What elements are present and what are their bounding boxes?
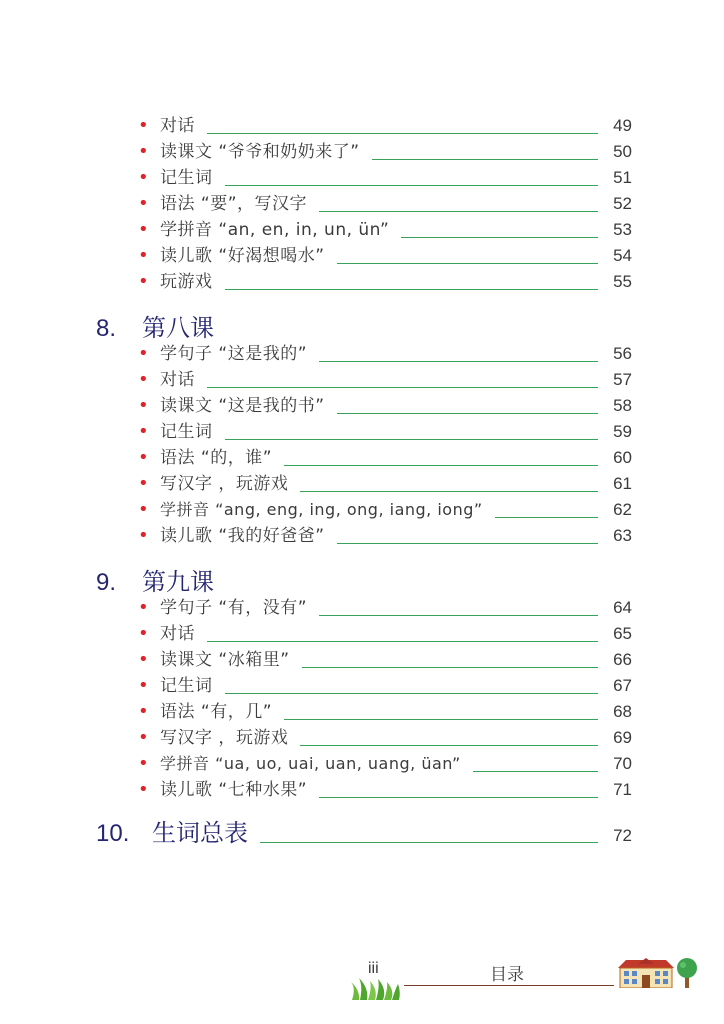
toc-entry[interactable]	[138, 340, 632, 364]
toc-entry-label: 读课文 “爷爷和奶奶来了”	[160, 142, 360, 162]
toc-entry-page: 67	[613, 676, 632, 695]
toc-entry[interactable]	[138, 444, 632, 468]
leader-line	[225, 439, 599, 440]
toc-entry[interactable]	[138, 646, 632, 670]
toc-entry[interactable]	[138, 470, 632, 494]
toc-entry[interactable]	[138, 620, 632, 644]
toc-entry-page: 66	[613, 650, 632, 669]
toc-entry-page: 52	[613, 194, 632, 213]
toc-entry-label: 对话	[160, 370, 195, 390]
toc-entry[interactable]	[138, 672, 632, 696]
toc-entry-label: 写汉字 ，玩游戏	[160, 728, 289, 748]
bullet-icon: •	[138, 395, 149, 416]
toc-entry-page: 71	[613, 780, 632, 799]
bullet-icon: •	[138, 753, 149, 774]
toc-entry-label: 记生词	[160, 676, 213, 696]
toc-entry[interactable]	[138, 366, 632, 390]
bullet-icon: •	[138, 473, 149, 494]
bullet-icon: •	[138, 421, 149, 442]
toc-entry-label: 语法 “有，几”	[160, 702, 273, 722]
toc-entry-label: 写汉字 ，玩游戏	[160, 474, 289, 494]
toc-entry-page: 69	[613, 728, 632, 747]
school-building-icon	[618, 958, 674, 988]
toc-entry[interactable]	[138, 190, 632, 214]
bullet-icon: •	[138, 447, 149, 468]
bullet-icon: •	[138, 141, 149, 162]
lesson-10-entry[interactable]	[96, 818, 632, 848]
leader-line	[207, 387, 598, 388]
bullet-icon: •	[138, 701, 149, 722]
toc-entry-label: 学句子 “有，没有”	[160, 598, 308, 618]
bullet-icon: •	[138, 597, 149, 618]
footer-title: 目录	[490, 965, 524, 985]
page-number: iii	[368, 960, 379, 977]
toc-entry-label: 读儿歌 “七种水果”	[160, 780, 308, 800]
toc-entry-label: 语法 “的，谁”	[160, 448, 273, 468]
leader-line	[319, 361, 598, 362]
toc-entry-label: 读课文 “这是我的书”	[160, 396, 325, 416]
toc-entry[interactable]	[138, 164, 632, 188]
bullet-icon: •	[138, 115, 149, 136]
toc-entry-page: 65	[613, 624, 632, 643]
lesson-9-heading[interactable]	[96, 562, 214, 597]
lesson-number: 8.	[96, 315, 117, 342]
toc-entry-page: 60	[613, 448, 632, 467]
toc-entry-label: 记生词	[160, 422, 213, 442]
toc-entry[interactable]	[138, 776, 632, 800]
toc-entry-page: 62	[613, 500, 632, 519]
leader-line	[337, 413, 598, 414]
grass-icon	[350, 978, 402, 1000]
toc-entry-page: 70	[613, 754, 632, 773]
toc-entry-label: 读课文 “冰箱里”	[160, 650, 290, 670]
toc-entry-label: 玩游戏	[160, 272, 213, 292]
leader-line	[300, 745, 598, 746]
bullet-icon: •	[138, 779, 149, 800]
leader-line	[495, 517, 598, 518]
bullet-icon: •	[138, 675, 149, 696]
toc-entry-label: 记生词	[160, 168, 213, 188]
leader-line	[225, 289, 599, 290]
toc-entry-page: 53	[613, 220, 632, 239]
toc-entry-page: 55	[613, 272, 632, 291]
leader-line	[337, 543, 598, 544]
toc-entry-page: 54	[613, 246, 632, 265]
toc-entry[interactable]	[138, 724, 632, 748]
toc-entry-label: 学拼音 “ua, uo, uai, uan, uang, üan”	[160, 754, 461, 773]
toc-entry[interactable]	[138, 522, 632, 546]
toc-entry[interactable]	[138, 418, 632, 442]
leader-line	[207, 641, 598, 642]
toc-entry[interactable]	[138, 392, 632, 416]
leader-line	[319, 797, 598, 798]
lesson-title: 生词总表	[152, 819, 248, 847]
toc-entry-label: 学拼音 “ang, eng, ing, ong, iang, iong”	[160, 500, 483, 519]
leader-line	[401, 237, 598, 238]
toc-entry-label: 语法 “要”，写汉字	[160, 194, 308, 214]
toc-entry[interactable]	[138, 216, 632, 240]
lesson-8-heading[interactable]	[96, 308, 214, 343]
toc-entry-page: 56	[613, 344, 632, 363]
leader-line	[207, 133, 598, 134]
leader-line	[337, 263, 598, 264]
bullet-icon: •	[138, 623, 149, 644]
bullet-icon: •	[138, 193, 149, 214]
toc-entry-page: 51	[613, 168, 632, 187]
bullet-icon: •	[138, 499, 149, 520]
bullet-icon: •	[138, 167, 149, 188]
tree-icon	[675, 958, 699, 988]
toc-entry[interactable]	[138, 268, 632, 292]
toc-entry-label: 读儿歌 “我的好爸爸”	[160, 526, 325, 546]
toc-entry-page: 58	[613, 396, 632, 415]
toc-entry-label: 对话	[160, 624, 195, 644]
leader-line	[319, 211, 598, 212]
toc-entry-label: 读儿歌 “好渴想喝水”	[160, 246, 325, 266]
page-footer	[350, 958, 724, 1024]
bullet-icon: •	[138, 727, 149, 748]
toc-entry[interactable]	[138, 594, 632, 618]
toc-entry-label: 对话	[160, 116, 195, 136]
bullet-icon: •	[138, 245, 149, 266]
leader-line	[319, 615, 598, 616]
lesson-title: 第九课	[142, 568, 214, 596]
toc-entry[interactable]	[138, 750, 632, 774]
bullet-icon: •	[138, 271, 149, 292]
leader-line	[473, 771, 598, 772]
lesson-number: 9.	[96, 569, 117, 596]
toc-entry-label: 学拼音 “an, en, in, un, ün”	[160, 220, 390, 240]
leader-line	[225, 185, 599, 186]
toc-entry[interactable]	[138, 242, 632, 266]
leader-line	[300, 491, 598, 492]
toc-entry-page: 50	[613, 142, 632, 161]
leader-line	[260, 842, 598, 843]
lesson-number: 10.	[96, 820, 130, 847]
leader-line	[372, 159, 598, 160]
leader-line	[225, 693, 599, 694]
toc-entry-page: 61	[613, 474, 632, 493]
toc-entry[interactable]	[138, 698, 632, 722]
footer-line	[404, 985, 614, 986]
bullet-icon: •	[138, 649, 149, 670]
bullet-icon: •	[138, 343, 149, 364]
bullet-icon: •	[138, 219, 149, 240]
toc-entry[interactable]	[138, 138, 632, 162]
toc-entry-label: 学句子 “这是我的”	[160, 344, 308, 364]
toc-entry-page: 49	[613, 116, 632, 135]
toc-entry-page: 64	[613, 598, 632, 617]
bullet-icon: •	[138, 369, 149, 390]
leader-line	[284, 719, 598, 720]
bullet-icon: •	[138, 525, 149, 546]
toc-entry[interactable]	[138, 496, 632, 520]
toc-entry-page: 63	[613, 526, 632, 545]
lesson-title: 第八课	[142, 314, 214, 342]
toc-entry-page: 59	[613, 422, 632, 441]
toc-entry-page: 68	[613, 702, 632, 721]
toc-entry-page: 72	[613, 826, 632, 845]
leader-line	[284, 465, 598, 466]
toc-entry[interactable]	[138, 112, 632, 136]
leader-line	[302, 667, 598, 668]
toc-entry-page: 57	[613, 370, 632, 389]
